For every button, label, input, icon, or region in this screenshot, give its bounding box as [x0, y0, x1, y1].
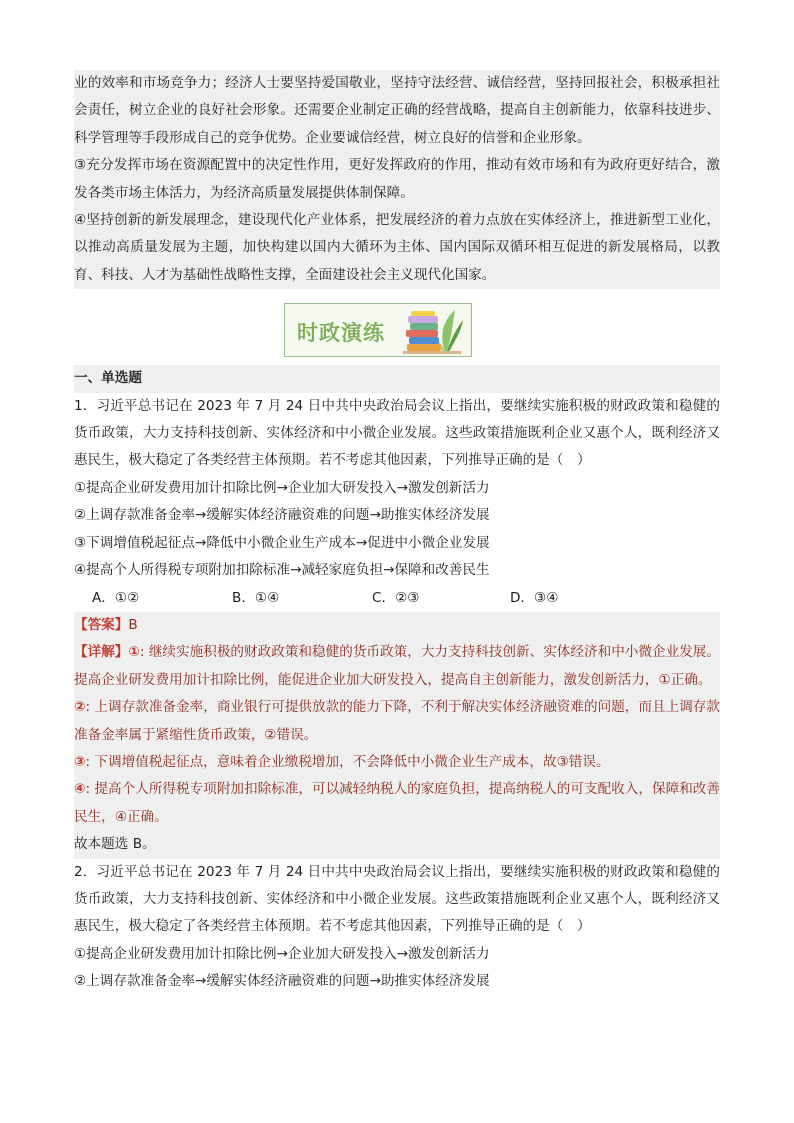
books-plant-icon [399, 306, 465, 356]
intro-paragraph: 业的效率和市场竞争力；经济人士要坚持爱国敬业，坚持守法经营、诚信经营，坚持回报社会，积极承担社会责任，树立企业的良好社会形象。还需要企业制定正确的经营战略，提高自主创新能力，依靠科技进步、科学管理等手段形成自己的竞争优势。企业要诚信经营，树立良好的信誉和企业形象。 [74, 75, 720, 146]
detail-mark: ① [128, 644, 140, 661]
option-b: B．①④ [232, 589, 280, 606]
detail-mark: ② [74, 699, 86, 716]
answer-line [74, 612, 720, 639]
detail-text: : 上调存款准备金率，商业银行可提供放款的能力下降，不利于解决实体经济融资难的问题，而且上调存款准备金率属于紧缩性货币政策，②错误。 [74, 699, 720, 743]
detail-label: 【详解】 [74, 644, 129, 661]
question-1-item: ④提高个人所得税专项附加扣除标准→减轻家庭负担→保障和改善民生 [74, 562, 490, 579]
question-1-item: ①提高企业研发费用加计扣除比例→企业加大研发投入→激发创新活力 [74, 479, 490, 496]
intro-block [74, 70, 720, 289]
detail-line [74, 639, 720, 694]
detail-mark: ④ [74, 781, 86, 798]
question-1-item: ③下调增值税起征点→降低中小微企业生产成本→促进中小微企业发展 [74, 534, 490, 551]
detail-line [74, 749, 720, 776]
detail-line [74, 694, 720, 749]
section-banner [284, 303, 472, 357]
option-d: D．③④ [510, 589, 559, 606]
intro-paragraph: ④坚持创新的新发展理念，建设现代化产业体系，把发展经济的着力点放在实体经济上，推进新型工业化，以推动高质量发展为主题，加快构建以国内大循环为主体、国内国际双循环相互促进的新发展格局，以教育、科技、人才为基础性战略性支撑，全面建设社会主义现代化国家。 [74, 212, 720, 283]
option-a: A．①② [92, 589, 140, 606]
conclusion: 故本题选 B。 [74, 836, 156, 853]
question-1-stem: 1．习近平总书记在 2023 年 7 月 24 日中共中央政治局会议上指出，要继续实施积极的财政政策和稳健的货币政策，大力支持科技创新、实体经济和中小微企业发展。这些政策措施既利企业又惠个人，既利经济又惠民生，极大稳定了各类经营主体预期。若不考虑其他因素，下列推导正确的是（ ） [74, 397, 720, 469]
intro-paragraph: ③充分发挥市场在资源配置中的决定性作用，更好发挥政府的作用，推动有效市场和有为政府更好结合，激发各类市场主体活力，为经济高质量发展提供体制保障。 [74, 157, 720, 201]
detail-line [74, 776, 720, 831]
detail-mark: ③ [74, 753, 86, 770]
detail-text: : 继续实施积极的财政政策和稳健的货币政策，大力支持科技创新、实体经济和中小微企业发展。提高企业研发费用加计扣除比例，能促进企业加大研发投入，提高自主创新能力，激发创新活力，①正确。 [74, 644, 720, 688]
question-1-block [74, 365, 720, 392]
answer-block [74, 612, 720, 859]
answer-value: B [128, 616, 138, 633]
answer-label: 【答案】 [74, 616, 129, 633]
question-2-item: ②上调存款准备金率→缓解实体经济融资难的问题→助推实体经济发展 [74, 973, 490, 990]
question-2-item: ①提高企业研发费用加计扣除比例→企业加大研发投入→激发创新活力 [74, 945, 490, 962]
banner-area [74, 289, 720, 359]
detail-text: : 提高个人所得税专项附加扣除标准，可以减轻纳税人的家庭负担，提高纳税人的可支配收入，保障和改善民生，④正确。 [74, 781, 720, 825]
section-heading: 一、单选题 [74, 370, 142, 387]
detail-text: : 下调增值税起征点，意味着企业缴税增加，不会降低中小微企业生产成本，故③错误。 [85, 753, 610, 770]
option-c: C．②③ [372, 589, 420, 606]
question-1-options [74, 585, 720, 612]
document-page [74, 70, 720, 996]
question-1-item: ②上调存款准备金率→缓解实体经济融资难的问题→助推实体经济发展 [74, 507, 490, 524]
question-2-stem: 2．习近平总书记在 2023 年 7 月 24 日中共中央政治局会议上指出，要继续实施积极的财政政策和稳健的货币政策，大力支持科技创新、实体经济和中小微企业发展。这些政策措施既利企业又惠个人，既利经济又惠民生，极大稳定了各类经营主体预期。若不考虑其他因素，下列推导正确的是（ ） [74, 863, 720, 935]
banner-title: 时政演练 [297, 321, 385, 346]
